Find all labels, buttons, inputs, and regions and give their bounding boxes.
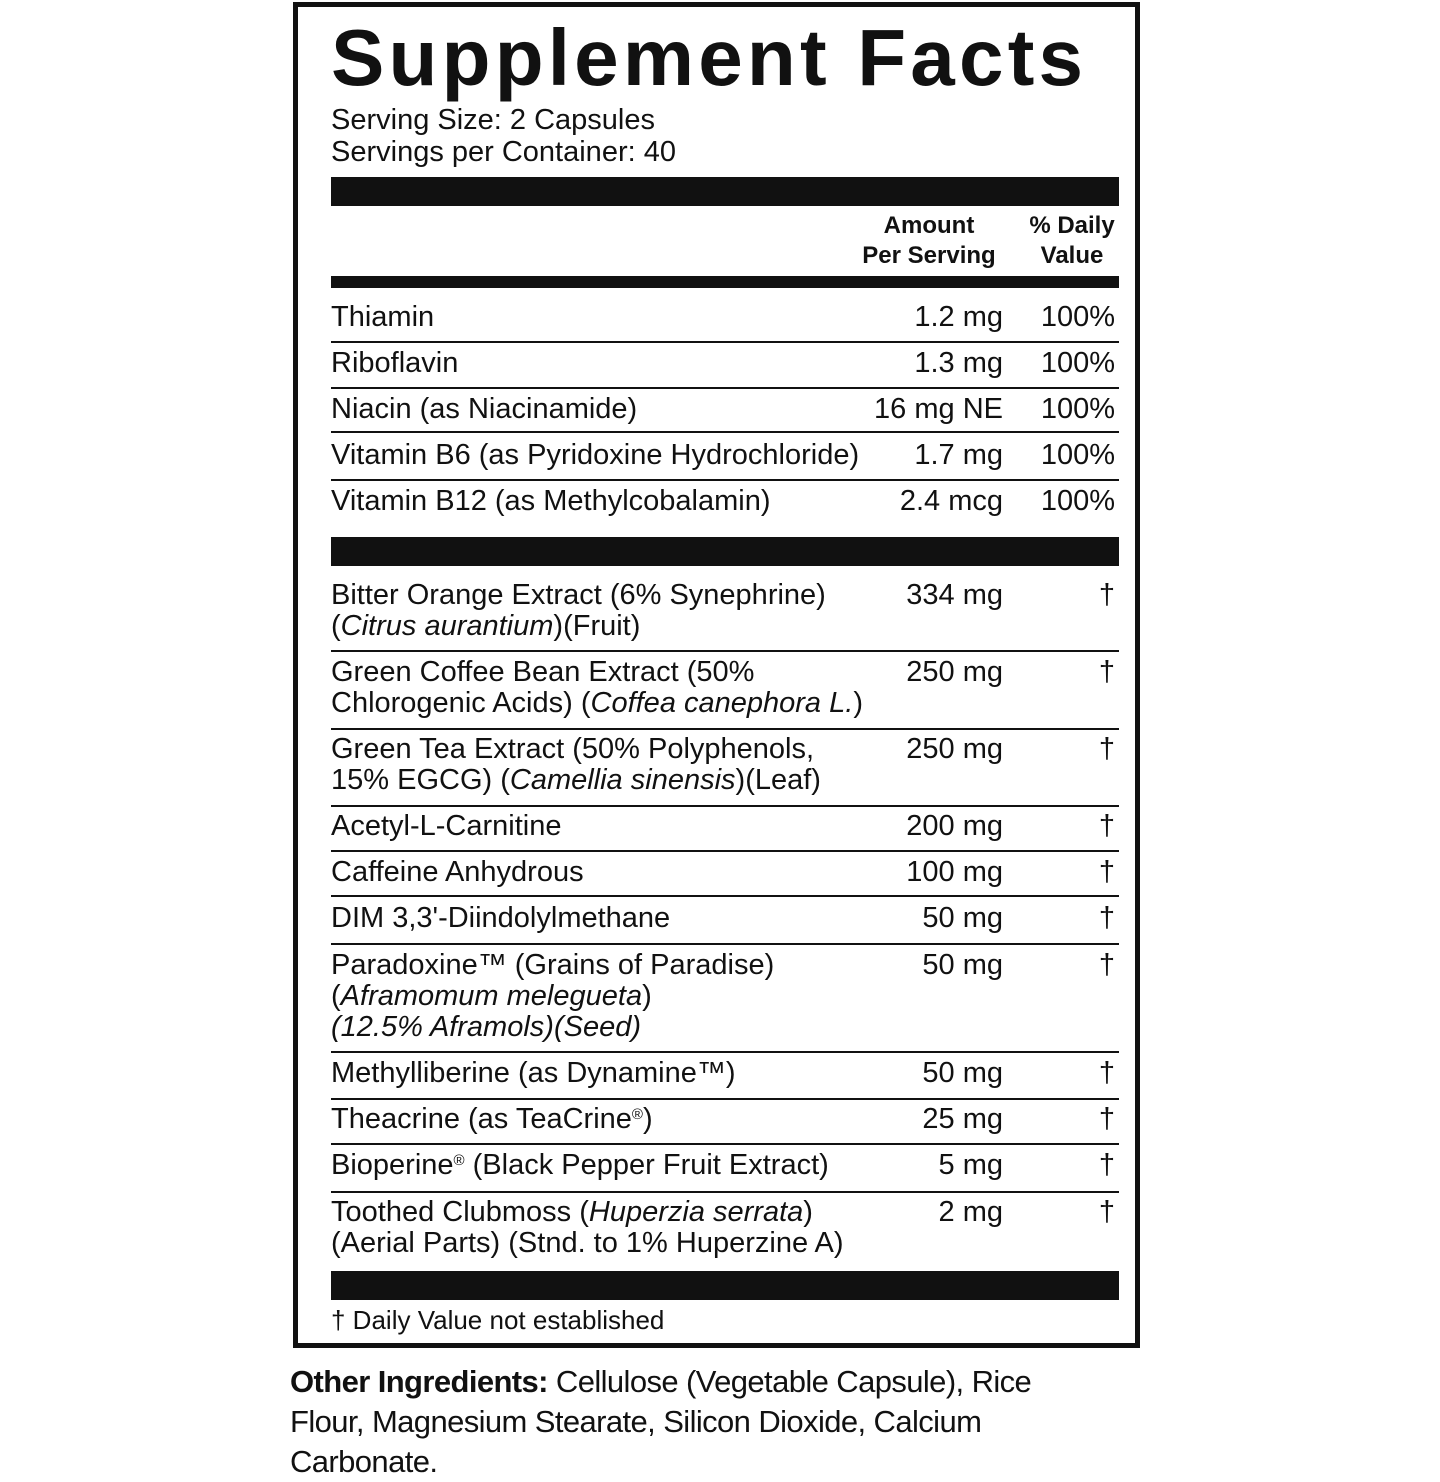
other-ingredients: [290, 1362, 1110, 1482]
name-line: Green Coffee Bean Extract (50%: [331, 656, 755, 688]
ingredient-dv: 100%: [1040, 485, 1115, 517]
daily-value-footnote: † Daily Value not established: [331, 1305, 665, 1335]
name-text: ): [853, 687, 863, 719]
dagger-symbol: †: [1098, 1057, 1115, 1089]
ingredient-amount: 50 mg: [922, 1057, 1003, 1089]
name-text: ): [642, 980, 652, 1012]
medium-divider: [331, 276, 1119, 288]
dagger-symbol: †: [1098, 1196, 1115, 1228]
name-line: [331, 1012, 774, 1043]
serving-info: [331, 104, 676, 168]
name-line: Paradoxine™ (Grains of Paradise): [331, 949, 775, 981]
ingredient-name: Riboflavin: [331, 347, 459, 379]
ingredient-amount: 250 mg: [906, 656, 1003, 688]
ingredient-dv: 100%: [1040, 393, 1115, 425]
dagger-symbol: †: [1098, 902, 1115, 934]
ingredient-amount: 334 mg: [906, 579, 1003, 611]
other-ingredients-label: Other Ingredients:: [290, 1364, 548, 1399]
name-text: ): [642, 1103, 653, 1135]
name-text: Toothed Clubmoss (: [331, 1196, 589, 1228]
ingredient-amount: 1.7 mg: [914, 439, 1003, 471]
table-row: [331, 302, 1119, 343]
ingredient-amount: 250 mg: [906, 733, 1003, 765]
servings-per-container: Servings per Container: 40: [331, 136, 676, 168]
dv-header-line1: % Daily: [1029, 212, 1115, 239]
thick-divider: [331, 1271, 1119, 1300]
table-row: [331, 1058, 1119, 1100]
table-row: [331, 657, 1119, 730]
ingredient-amount: 200 mg: [906, 810, 1003, 842]
name-text: Theacrine (as TeaCrine: [331, 1103, 632, 1135]
name-line: [331, 765, 821, 796]
ingredient-amount: 2 mg: [938, 1196, 1003, 1228]
name-line: (Aerial Parts) (Stnd. to 1% Huperzine A): [331, 1227, 844, 1259]
ingredient-dv: 100%: [1040, 347, 1115, 379]
dagger-symbol: †: [1098, 1149, 1115, 1181]
dagger-symbol: †: [1098, 656, 1115, 688]
ingredient-amount: 16 mg NE: [874, 393, 1003, 425]
ingredient-name: [331, 1197, 844, 1259]
name-text: )(Fruit): [553, 610, 641, 642]
ingredient-dv: 100%: [1040, 301, 1115, 333]
ingredient-amount: 50 mg: [922, 902, 1003, 934]
amount-header-line2: Per Serving: [862, 242, 996, 269]
ingredient-name: Vitamin B6 (as Pyridoxine Hydrochloride): [331, 439, 860, 471]
ingredient-name: [331, 580, 826, 642]
ingredient-name: [331, 1104, 653, 1135]
table-row: [331, 734, 1119, 807]
table-row: [331, 1150, 1119, 1193]
registered-mark: ®: [453, 1152, 465, 1169]
ingredient-amount: 2.4 mcg: [899, 485, 1003, 517]
table-row: [331, 1104, 1119, 1145]
ingredient-amount: 1.2 mg: [914, 301, 1003, 333]
ingredient-amount: 25 mg: [922, 1103, 1003, 1135]
panel-title: Supplement Facts: [331, 13, 1088, 102]
name-line: [331, 981, 774, 1012]
botanical-name: Camellia sinensis: [509, 764, 736, 796]
ingredient-amount: 100 mg: [906, 856, 1003, 888]
name-line: [331, 688, 863, 719]
thick-divider: [331, 537, 1119, 566]
ingredient-amount: 50 mg: [922, 949, 1003, 981]
name-line: Green Tea Extract (50% Polyphenols,: [331, 733, 815, 765]
name-line: Bitter Orange Extract (6% Synephrine): [331, 579, 826, 611]
table-row: [331, 440, 1119, 481]
ingredient-name: Methylliberine (as Dynamine™): [331, 1057, 736, 1089]
name-text: (: [331, 980, 341, 1012]
thick-divider: [331, 177, 1119, 206]
ingredient-amount: 5 mg: [938, 1149, 1003, 1181]
botanical-name: Coffea canephora L.: [590, 687, 854, 719]
name-text: Chlorogenic Acids) (: [331, 687, 591, 719]
ingredient-name: [331, 1150, 829, 1181]
table-row: [331, 580, 1119, 652]
table-row: [331, 811, 1119, 852]
dagger-symbol: †: [1098, 856, 1115, 888]
serving-size: Serving Size: 2 Capsules: [331, 104, 655, 136]
ingredient-name: [331, 657, 863, 719]
amount-header-line1: Amount: [883, 212, 975, 239]
other-ingredients-text: Cellulose (Vegetable Capsule), Rice Flour, Magnesium Stearate, Silicon Dioxide, Calcium Carbonate.: [290, 1364, 1032, 1479]
dagger-symbol: †: [1098, 733, 1115, 765]
dv-header-line2: Value: [1040, 242, 1104, 269]
name-text: Bioperine: [331, 1149, 454, 1181]
dv-header: [1020, 211, 1124, 271]
name-text: ): [803, 1196, 813, 1228]
amount-header: [855, 211, 1003, 271]
table-row: [331, 857, 1119, 897]
table-row: [331, 903, 1119, 945]
ingredient-name: Thiamin: [331, 301, 435, 333]
ingredient-name: Acetyl-L-Carnitine: [331, 810, 562, 842]
name-text: (: [331, 610, 341, 642]
botanical-name: Aframomum melegueta: [340, 980, 643, 1012]
botanical-name: Huperzia serrata: [588, 1196, 804, 1228]
table-row: [331, 348, 1119, 389]
table-row: [331, 950, 1119, 1053]
name-text: 15% EGCG) (: [331, 764, 510, 796]
ingredient-name: [331, 734, 821, 796]
dagger-symbol: †: [1098, 579, 1115, 611]
standardization-note: (12.5% Aframols)(Seed): [331, 1011, 641, 1043]
ingredient-amount: 1.3 mg: [914, 347, 1003, 379]
ingredient-name: [331, 950, 774, 1043]
table-row: [331, 1197, 1119, 1263]
registered-mark: ®: [631, 1106, 643, 1123]
dagger-symbol: †: [1098, 949, 1115, 981]
name-line: [331, 1197, 844, 1228]
table-row: [331, 486, 1119, 526]
ingredient-dv: 100%: [1040, 439, 1115, 471]
table-row: [331, 394, 1119, 433]
ingredient-name: Niacin (as Niacinamide): [331, 393, 638, 425]
ingredient-name: Vitamin B12 (as Methylcobalamin): [331, 485, 771, 517]
name-text: )(Leaf): [735, 764, 821, 796]
ingredient-name: Caffeine Anhydrous: [331, 856, 584, 888]
botanical-name: Citrus aurantium: [340, 610, 554, 642]
name-line: [331, 611, 826, 642]
dagger-symbol: †: [1098, 1103, 1115, 1135]
ingredient-name: DIM 3,3'-Diindolylmethane: [331, 902, 671, 934]
dagger-symbol: †: [1098, 810, 1115, 842]
name-text: (Black Pepper Fruit Extract): [464, 1149, 829, 1181]
